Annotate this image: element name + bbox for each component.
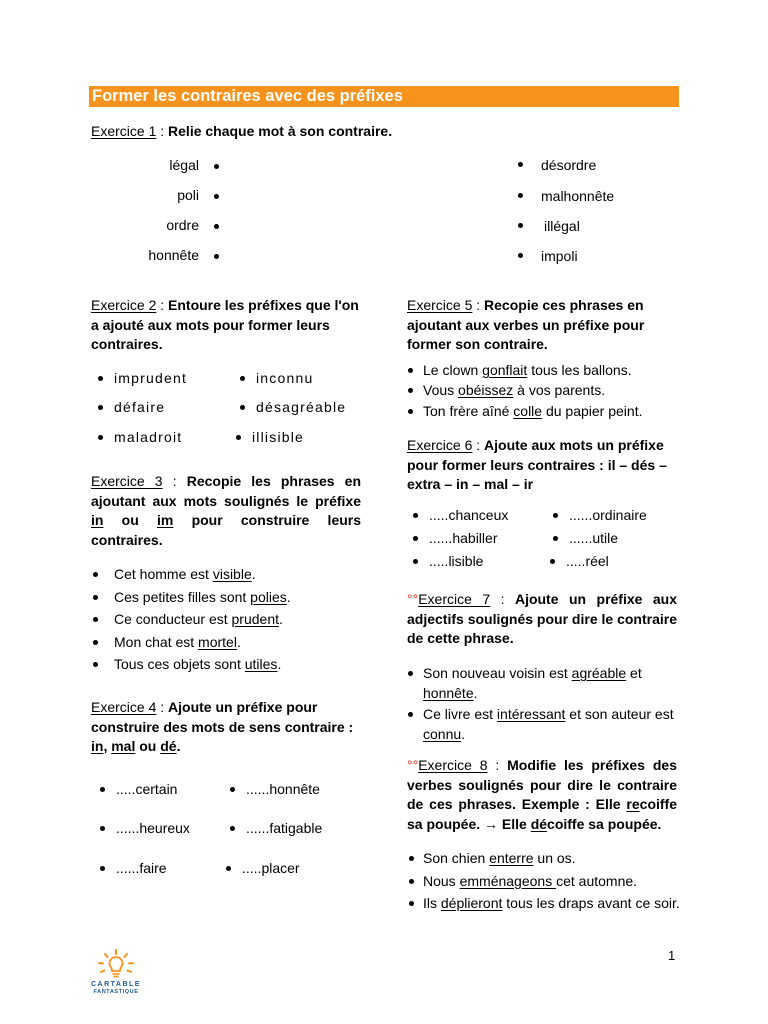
ex4-word: .....certain xyxy=(116,781,178,797)
ex2-word: imprudent xyxy=(114,370,188,386)
ex7-sentence-list xyxy=(406,663,681,744)
list-item: Mon chat est mortel. xyxy=(90,631,365,654)
ex4-word: .....placer xyxy=(242,860,300,876)
ex1-right-word: illégal xyxy=(544,218,580,234)
ex2-word: maladroit xyxy=(114,429,183,445)
ex5-heading: Exercice 5 : Recopie ces phrases en ajoutant aux verbes un préfixe pour former son contraire. xyxy=(407,297,645,352)
list-item: Ces petites filles sont polies. xyxy=(90,586,365,609)
cartable-fantastique-logo xyxy=(89,948,143,1000)
ex4-word: ......heureux xyxy=(116,820,190,836)
ex1-right-word: impoli xyxy=(541,248,578,264)
ex1-left-word: honnête xyxy=(148,247,199,263)
ex6-word: ......utile xyxy=(569,530,619,546)
list-item: Ce conducteur est prudent. xyxy=(90,608,365,631)
ex1-left-dot xyxy=(214,164,219,169)
logo-line2: FANTASTIQUE xyxy=(93,989,139,995)
ex1-left-dot xyxy=(214,254,219,259)
ex1-instruction: Relie chaque mot à son contraire. xyxy=(168,123,393,139)
ex1-right-dot xyxy=(518,193,523,198)
ex8-sentence-list xyxy=(406,847,681,914)
ex1-left-word: ordre xyxy=(166,217,199,233)
ex3-label: Exercice 3 xyxy=(91,473,163,489)
ex6-word: ......habiller xyxy=(429,530,498,546)
ex6-word: .....chanceux xyxy=(429,507,509,523)
list-item: Le clown gonflait tous les ballons. xyxy=(406,360,686,380)
list-item: Ce livre est intéressant et son auteur est connu. xyxy=(406,704,681,745)
ex1-right-word: désordre xyxy=(541,157,597,173)
ex2-word: illisible xyxy=(252,429,305,445)
ex8-mark: °° xyxy=(407,757,419,773)
ex2-heading: Exercice 2 : Entoure les préfixes que l'on a ajouté aux mots pour former leurs contraires. xyxy=(91,297,359,352)
ex6-word: .....lisible xyxy=(429,553,484,569)
ex1-label: Exercice 1 xyxy=(91,123,157,139)
ex4-word: ......faire xyxy=(116,860,167,876)
ex4-word: ......fatigable xyxy=(246,820,323,836)
ex6-word: .....réel xyxy=(566,553,609,569)
title-bar xyxy=(89,86,679,107)
list-item: Son nouveau voisin est agréable et honnête. xyxy=(406,663,681,704)
ex4-heading: Exercice 4 : Ajoute un préfixe pour construire des mots de sens contraire : in, mal ou dé. xyxy=(91,699,354,754)
page-title: Former les contraires avec des préfixes xyxy=(92,87,403,105)
ex6-word: ......ordinaire xyxy=(569,507,647,523)
list-item: Ton frère aîné colle du papier peint. xyxy=(406,401,686,421)
ex1-left-dot xyxy=(214,224,219,229)
ex4-label: Exercice 4 xyxy=(91,699,157,715)
ex1-left-word: légal xyxy=(169,157,199,173)
list-item: Tous ces objets sont utiles. xyxy=(90,653,365,676)
ex7-mark: °° xyxy=(407,591,419,607)
ex1-right-dot xyxy=(518,223,523,228)
ex6-heading: Exercice 6 : Ajoute aux mots un préfixe pour former leurs contraires : il – dés – extra – in – mal – ir xyxy=(407,437,667,492)
ex2-instruction: Entoure les préfixes que l'on a ajouté aux mots pour former leurs contraires. xyxy=(91,297,359,352)
ex7-label: Exercice 7 xyxy=(418,591,491,607)
ex3-heading: Exercice 3 : Recopie les phrases en ajoutant aux mots soulignés le préfixe in ou im pour construire leurs contraires. xyxy=(91,473,362,548)
ex5-sentence-list xyxy=(406,360,686,421)
list-item: Nous emménageons cet automne. xyxy=(406,870,681,893)
ex8-label: Exercice 8 xyxy=(418,757,488,773)
list-item: Son chien enterre un os. xyxy=(406,847,681,870)
ex3-sentence-list xyxy=(90,563,365,676)
ex1-heading: Exercice 1 : Relie chaque mot à son contraire. xyxy=(91,123,393,139)
ex1-right-word: malhonnête xyxy=(541,188,615,204)
ex6-label: Exercice 6 xyxy=(407,437,473,453)
ex1-right-dot xyxy=(518,253,523,258)
ex2-word: inconnu xyxy=(256,370,314,386)
list-item: Vous obéissez à vos parents. xyxy=(406,380,686,400)
list-item: Cet homme est visible. xyxy=(90,563,365,586)
ex1-left-dot xyxy=(214,194,219,199)
ex5-label: Exercice 5 xyxy=(407,297,473,313)
ex2-label: Exercice 2 xyxy=(91,297,157,313)
ex2-word: désagréable xyxy=(256,399,347,415)
ex4-word: ......honnête xyxy=(246,781,320,797)
list-item: Ils déplieront tous les draps avant ce soir. xyxy=(406,892,681,914)
lightbulb-icon xyxy=(89,948,143,982)
logo-line1: CARTABLE xyxy=(91,981,141,988)
page-number: 1 xyxy=(668,948,676,963)
ex1-right-dot xyxy=(518,162,523,167)
ex1-left-word: poli xyxy=(177,187,199,203)
ex7-heading: °°Exercice 7 : Ajoute un préfixe aux adjectifs soulignés pour dire le contraire de cette phrase. xyxy=(407,591,678,646)
ex2-word: défaire xyxy=(114,399,166,415)
ex8-heading: °°Exercice 8 : Modifie les préfixes des verbes soulignés pour dire le contraire de ces phrases. Exemple : Elle recoiffe sa poupée. → Elle décoiffe sa poupée. xyxy=(407,757,677,832)
